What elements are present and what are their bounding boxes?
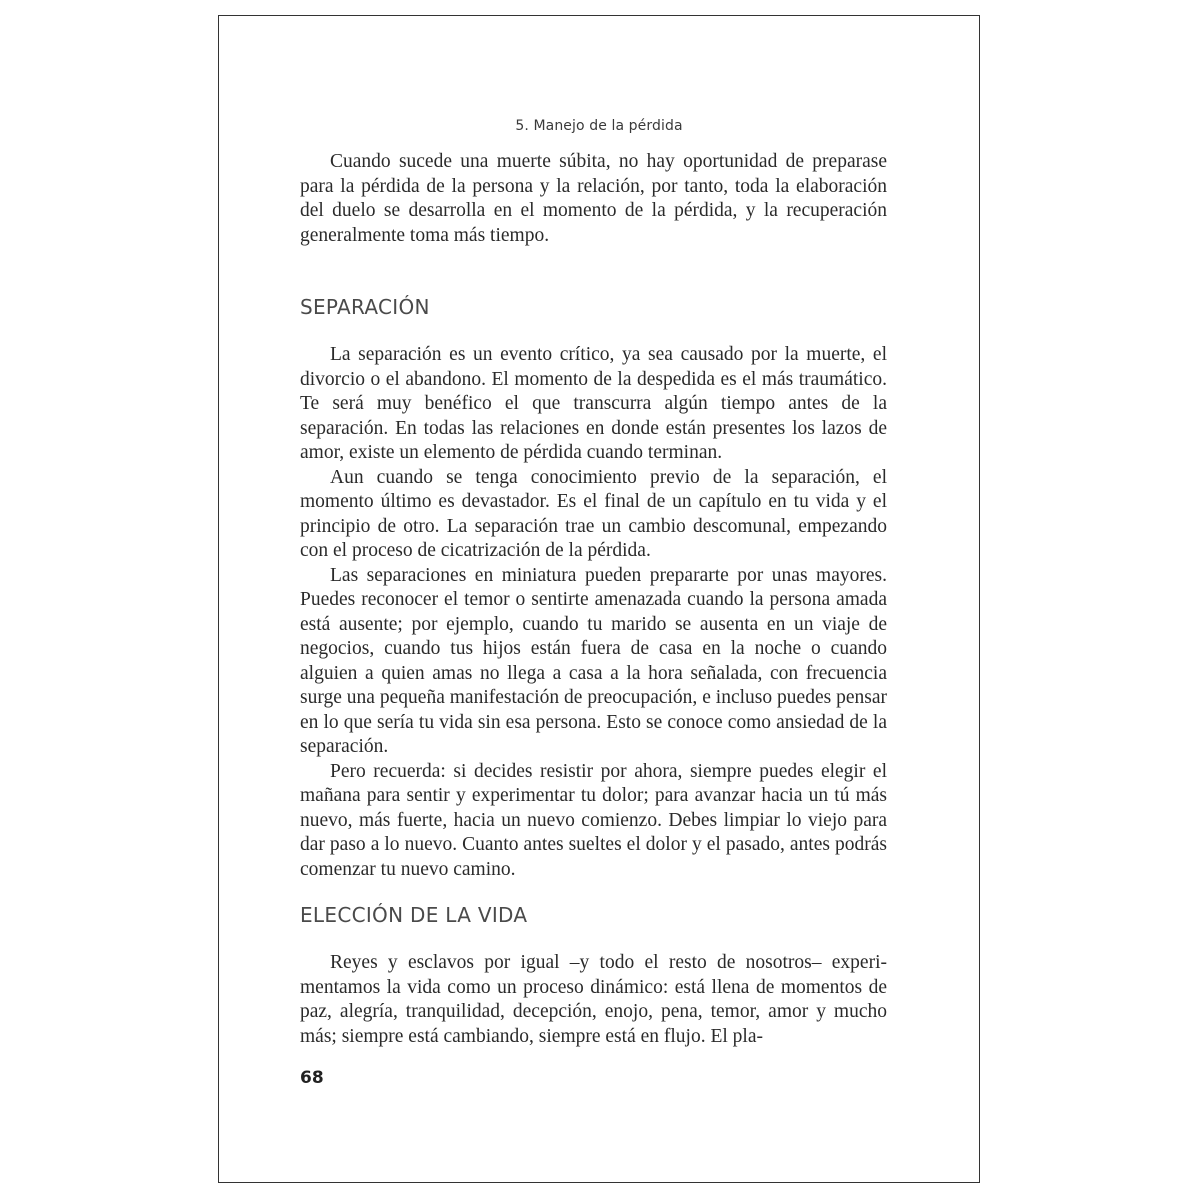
paragraph: Reyes y esclavos por igual –y todo el resto de nosotros– experimentamos la vida como un proceso dinámico: está llena de momentos de paz, alegría, tranquilidad, decepción, enojo, pena, temor, amor y mucho más; siempre está cambiando, siempre está en flujo. El pla- — [300, 952, 887, 1047]
paragraph: Cuando sucede una muerte súbita, no hay oportunidad de preparase para la pérdida de la persona y la relación, por tanto, toda la elaboración del duelo se desarrolla en el momento de la pérdida, y la recuperación generalmente toma más tiempo. — [300, 151, 887, 246]
paragraph: La separación es un evento crítico, ya sea causado por la muerte, el divorcio o el abandono. El momento de la despedida es el más traumático. Te será muy benéfico el que transcurra algún tiempo antes de la separación. En todas las relaciones en donde están presentes los lazos de amor, existe un elemento de pérdida cuando terminan. — [300, 344, 887, 463]
paragraph: Pero recuerda: si decides resistir por ahora, siempre puedes elegir el mañana para sentir y experimentar tu dolor; para avanzar hacia un tú más nuevo, más fuerte, hacia un nuevo comienzo. Debes limpiar lo viejo para dar paso a lo nuevo. Cuanto antes sueltes el dolor y el pasado, antes podrás comenzar tu nuevo camino. — [300, 760, 887, 880]
page-number: 68 — [300, 1068, 324, 1088]
separacion-text — [300, 343, 887, 882]
eleccion-text — [300, 951, 887, 1049]
book-page — [218, 15, 980, 1183]
paragraph: Las separaciones en miniatura pueden prepararte por unas mayores. Puedes reconocer el temor o sentirte amenazada cuando la persona amada está ausente; por ejemplo, cuando tu marido se ausenta en un viaje de negocios, cuando tus hijos están fuera de casa en la noche o cuando alguien a quien amas no llega a casa a la hora señalada, con frecuencia surge una pequeña manifestación de preocupación, e incluso puedes pensar en lo que sería tu vida sin esa persona. Esto se conoce como ansiedad de la separación. — [300, 564, 887, 757]
section-heading-separacion: SEPARACIÓN — [300, 295, 430, 319]
paragraph: Aun cuando se tenga conocimiento previo de la separación, el momento último es devastador. Es el final de un capítulo en tu vida y el principio de otro. La separación trae un cambio descomunal, empezando con el proceso de cicatrización de la pérdida. — [300, 466, 887, 561]
running-head: 5. Manejo de la pérdida — [515, 118, 683, 134]
intro-text — [300, 150, 887, 248]
section-heading-eleccion: ELECCIÓN DE LA VIDA — [300, 903, 528, 927]
